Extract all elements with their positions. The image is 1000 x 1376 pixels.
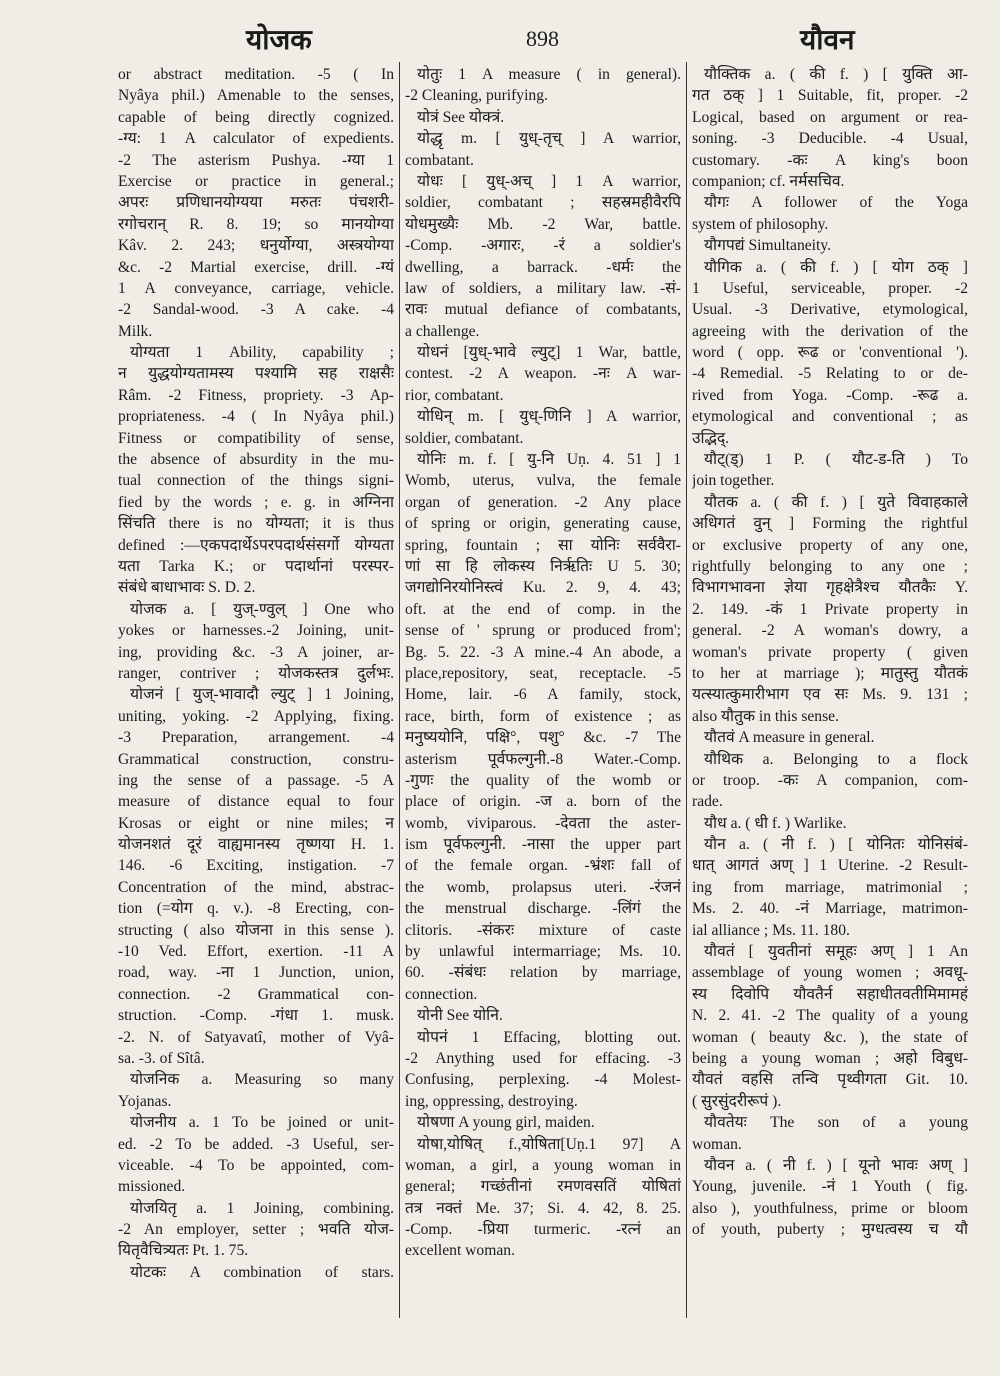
entry-text-line: the menstrual discharge. -लिंगं the xyxy=(405,900,681,918)
entry-text-line: Logical, based on argument or rea- xyxy=(692,108,968,126)
entry-text-line: -4 Remedial. -5 Relating to or de- xyxy=(692,365,968,383)
page-header xyxy=(0,14,1000,58)
entry-text-line: Womb, uterus, vulva, the female xyxy=(405,472,681,490)
entry-text-line: -2 Sandal-wood. -3 A cake. -4 xyxy=(118,301,394,319)
entry-text-line: also ), youthfulness, prime or bloom xyxy=(692,1199,968,1217)
entry-headword-line: यौवतेयः The son of a young xyxy=(704,1114,968,1132)
entry-text-line: spring, fountain ; सा योनिः सर्ववैरा- xyxy=(405,536,681,554)
entry-text-line: Râm. -2 Fitness, propriety. -3 Ap- xyxy=(118,386,394,404)
entry-headword-line: यौट्(ड्) 1 P. ( यौट-ड-ति ) To xyxy=(704,451,968,469)
entry-text-line: सिंचति there is no योग्यता; it is thus xyxy=(118,515,394,533)
entry-headword-line: यौगिक a. ( की f. ) [ योग ठक् ] xyxy=(704,258,968,276)
entry-headword-line: योजनीय a. 1 To be joined or unit- xyxy=(130,1114,394,1132)
entry-text-line: विभागभावना ज्ञेया गृहक्षेत्रैश्च यौतकैः Y. xyxy=(692,579,968,597)
entry-text-line: -Comp. -अगारः, -रं a soldier's xyxy=(405,237,681,255)
entry-text-line: &c. -2 Martial exercise, drill. -ग्यं xyxy=(118,258,394,276)
entry-text-line: ism पूर्वफल्गुनी. -नासा the upper part xyxy=(405,836,681,854)
entry-text-line: measure of distance equal to four xyxy=(118,793,394,811)
entry-text-line: Ms. 2. 40. -नं Marriage, matrimon- xyxy=(692,900,968,918)
entry-text-line: to her at marriage ); मातुस्तु यौतकं xyxy=(692,664,968,682)
entry-text-line: -ग्य: 1 A calculator of expedients. xyxy=(118,130,394,148)
entry-text-line: oft. at the end of comp. in the xyxy=(405,600,681,618)
entry-text-line: word ( opp. रूढ or 'conventional '). xyxy=(692,344,968,362)
entry-headword-line: यौतवं A measure in general. xyxy=(704,729,875,747)
entry-text-line: न युद्धयोग्यतामस्य पश्यामि सह राक्षसैः xyxy=(118,365,394,383)
entry-text-line: -2 An employer, setter ; भवति योज- xyxy=(118,1221,394,1239)
entry-text-line: Milk. xyxy=(118,322,153,340)
entry-text-line: tion (=योग q. v.). -8 Erecting, con- xyxy=(118,900,394,918)
entry-text-line: ial alliance ; Ms. 11. 180. xyxy=(692,921,850,939)
entry-text-line: यौवतं वहसि तन्वि पृथ्वीगता Git. 10. xyxy=(692,1071,968,1089)
entry-text-line: of the female organ. -भ्रंशः fall of xyxy=(405,857,681,875)
column-middle xyxy=(405,64,681,1262)
entry-headword-line: योनी See योनि. xyxy=(417,1007,503,1025)
entry-text-line: companion; cf. नर्मसचिव. xyxy=(692,172,845,190)
entry-text-line: viceable. -4 To be appointed, com- xyxy=(118,1156,394,1174)
entry-headword-line: यौगः A follower of the Yoga xyxy=(704,194,968,212)
entry-text-line: -2 Anything used for effacing. -3 xyxy=(405,1049,681,1067)
entry-text-line: tual connection of the things signi- xyxy=(118,472,394,490)
entry-text-line: -2. N. of Satyavatî, mother of Vyâ- xyxy=(118,1028,394,1046)
entry-text-line: organ of generation. -2 Any place xyxy=(405,493,681,511)
entry-text-line: or troop. -कः A companion, com- xyxy=(692,771,968,789)
entry-text-line: rade. xyxy=(692,793,723,811)
entry-text-line: -Comp. -प्रिया turmeric. -रत्नं an xyxy=(405,1221,681,1239)
column-divider-1 xyxy=(399,62,400,1318)
entry-headword-line: यौवन a. ( नी f. ) [ यूनो भावः अण् ] xyxy=(704,1156,968,1174)
entry-text-line: rior, combatant. xyxy=(405,386,504,404)
entry-text-line: woman, a girl, a young woman in xyxy=(405,1156,681,1174)
entry-headword-line: योधिन् m. [ युध्-णिनि ] A warrior, xyxy=(417,408,681,426)
entry-text-line: soning. -3 Deducible. -4 Usual, xyxy=(692,130,968,148)
entry-text-line: 146. -6 Exciting, instigation. -7 xyxy=(118,857,394,875)
entry-text-line: struction. -Comp. -गंधा 1. musk. xyxy=(118,1007,394,1025)
header-left-word: योजक xyxy=(246,23,312,56)
entry-text-line: etymological and conventional ; as xyxy=(692,408,968,426)
entry-text-line: of spring or origin, generating cause, xyxy=(405,515,681,533)
entry-text-line: assemblage of young women ; अवधू- xyxy=(692,964,968,982)
entry-text-line: Grammatical construction, constru- xyxy=(118,750,394,768)
entry-text-line: rightfully belonging to any one ; xyxy=(692,557,968,575)
entry-text-line: woman ( beauty &c. ), the state of xyxy=(692,1028,968,1046)
entry-text-line: 1 Useful, serviceable, proper. -2 xyxy=(692,279,968,297)
entry-headword-line: योग्यता 1 Ability, capability ; xyxy=(130,344,394,362)
entry-text-line: soldier, combatant. xyxy=(405,429,524,447)
entry-text-line: by unlawful intermarriage; Ms. 10. xyxy=(405,943,681,961)
entry-text-line: Exercise or practice in general.; xyxy=(118,172,394,190)
entry-text-line: अपरः प्रणिधानयोग्यया मरुतः पंचशरी- xyxy=(118,194,394,212)
entry-text-line: जगद्योनिरयोनिस्त्वं Ku. 2. 9, 4. 43; xyxy=(405,579,681,597)
entry-headword-line: यौगपद्यं Simultaneity. xyxy=(704,237,832,255)
entry-headword-line: योषणा A young girl, maiden. xyxy=(417,1114,595,1132)
entry-headword-line: योषा,योषित् f.,योषिता[Uṇ.1 97] A xyxy=(417,1135,681,1153)
entry-text-line: system of philosophy. xyxy=(692,215,829,233)
entry-text-line: general. -2 A woman's dowry, a xyxy=(692,622,968,640)
column-left xyxy=(118,64,394,1283)
entry-text-line: ing, providing &c. -3 A joiner, ar- xyxy=(118,643,394,661)
entry-text-line: place,repository, seat, receptacle. -5 xyxy=(405,664,681,682)
entry-text-line: woman's private property ( given xyxy=(692,643,968,661)
entry-text-line: Bg. 5. 22. -3 A mine.-4 An abode, a xyxy=(405,643,681,661)
entry-text-line: general; गच्छंतीनां रमणवसतिं योषितां xyxy=(405,1178,681,1196)
entry-text-line: the absence of absurdity in the mu- xyxy=(118,451,394,469)
entry-text-line: ing from marriage, matrimonial ; xyxy=(692,878,968,896)
header-right-word: यौवन xyxy=(800,23,855,56)
entry-headword-line: योधः [ युध्-अच् ] 1 A warrior, xyxy=(417,172,681,190)
entry-headword-line: यौवतं [ युवतीनां समूहः अण् ] 1 An xyxy=(704,943,968,961)
entry-text-line: N. 2. 41. -2 The quality of a young xyxy=(692,1007,968,1025)
entry-headword-line: योजयितृ a. 1 Joining, combining. xyxy=(130,1199,394,1217)
entry-text-line: 2. 149. -कं 1 Private property in xyxy=(692,600,968,618)
entry-text-line: रगोचरान् R. 8. 19; so मानयोग्या xyxy=(118,215,394,233)
entry-text-line: योधमुख्यैः Mb. -2 War, battle. xyxy=(405,215,681,233)
entry-headword-line: यौन a. ( नी f. ) [ योनितः योनिसंबं- xyxy=(704,836,968,854)
entry-text-line: connection. xyxy=(405,985,478,1003)
entry-text-line: or exclusive property of any one, xyxy=(692,536,968,554)
entry-headword-line: योतुः 1 A measure ( in general). xyxy=(417,66,681,83)
entry-text-line: asterism पूर्वफल्गुनी.-8 Water.-Comp. xyxy=(405,750,681,768)
entry-text-line: sense of ' sprung or produced from'; xyxy=(405,622,681,640)
entry-text-line: of youth, puberty ; मुग्धत्वस्य च यौ xyxy=(692,1221,968,1239)
entry-text-line: यत्स्यात्कुमारीभाग एव सः Ms. 9. 131 ; xyxy=(692,686,968,704)
entry-text-line: combatant. xyxy=(405,151,474,169)
entry-text-line: 60. -संबंधः relation by marriage, xyxy=(405,964,681,982)
entry-text-line: योजनशतं दूरं वाह्यमानस्य तृष्णया H. 1. xyxy=(118,836,394,854)
column-right xyxy=(692,64,968,1240)
entry-text-line: धात् आगतं अण् ] 1 Uterine. -2 Result- xyxy=(692,857,968,875)
entry-text-line: missioned. xyxy=(118,1178,186,1196)
entry-text-line: the womb, prolapsus uteri. -रंजनं xyxy=(405,878,681,896)
entry-headword-line: योत्रं See योक्त्रं. xyxy=(417,108,505,126)
entry-text-line: race, birth, form of existence ; as xyxy=(405,707,681,725)
entry-text-line: ing the sense of a passage. -5 A xyxy=(118,771,394,789)
entry-text-line: अधिगतं वुन् ] Forming the rightful xyxy=(692,515,968,533)
entry-text-line: join together. xyxy=(692,472,775,490)
entry-text-line: agreeing with the derivation of the xyxy=(692,322,968,340)
entry-headword-line: योधनं [युध्-भावे ल्युट्] 1 War, battle, xyxy=(417,344,681,362)
entry-headword-line: यौतक a. ( की f. ) [ युते विवाहकाले xyxy=(704,493,968,511)
entry-text-line: Krosas or eight or nine miles; न xyxy=(118,814,394,832)
entry-text-line: -गुणः the quality of the womb or xyxy=(405,771,681,789)
entry-text-line: woman. xyxy=(692,1135,742,1153)
column-divider-2 xyxy=(686,62,687,1318)
page-number: 898 xyxy=(526,26,559,51)
entry-text-line: soldier, combatant ; सहस्रमहीवैरपि xyxy=(405,194,681,212)
entry-text-line: उद्भिद्. xyxy=(692,429,730,447)
entry-text-line: place of origin. -ज a. born of the xyxy=(405,793,681,811)
entry-text-line: यितृवैचित्र्यतः Pt. 1. 75. xyxy=(118,1242,249,1260)
entry-text-line: law of soldiers, a military law. -सं- xyxy=(405,279,681,297)
entry-headword-line: योद्धृ m. [ युध्-तृच् ] A warrior, xyxy=(417,130,681,148)
entry-text-line: contest. -2 A weapon. -नः A war- xyxy=(405,365,681,383)
entry-text-line: also यौतुक in this sense. xyxy=(692,707,839,725)
entry-text-line: स्य दिवोपि यौवतैर्न सहाधीतवतीमिमामहं xyxy=(692,985,968,1003)
entry-text-line: customary. -कः A king's boon xyxy=(692,151,968,169)
entry-headword-line: योनिः m. f. [ यु-नि Uṇ. 4. 51 ] 1 xyxy=(417,451,681,469)
entry-headword-line: योजनिक a. Measuring so many xyxy=(130,1071,394,1089)
entry-headword-line: यौक्तिक a. ( की f. ) [ युक्ति आ- xyxy=(704,66,968,83)
entry-text-line: Concentration of the mind, abstrac- xyxy=(118,878,394,896)
entry-text-line: -3 Preparation, arrangement. -4 xyxy=(118,729,394,747)
entry-text-line: road, way. -ना 1 Junction, union, xyxy=(118,964,394,982)
entry-text-line: ranger, contriver ; योजकस्तत्र दुर्लभः. xyxy=(118,664,394,682)
entry-text-line: णां सा हि लोकस्य निर्ऋतिः U 5. 30; xyxy=(405,557,681,575)
entry-headword-line: योजक a. [ युज्-ण्वुल् ] One who xyxy=(130,600,394,618)
entry-text-line: ed. -2 To be added. -3 Useful, ser- xyxy=(118,1135,394,1153)
entry-text-line: -10 Ved. Effort, exertion. -11 A xyxy=(118,943,394,961)
entry-text-line: rived from Yoga. -Comp. -रूढ a. xyxy=(692,386,968,404)
entry-headword-line: यौथिक a. Belonging to a flock xyxy=(704,750,968,768)
entry-text-line: ing, oppressing, destroying. xyxy=(405,1092,578,1110)
entry-text-line: Home, lair. -6 A family, stock, xyxy=(405,686,681,704)
entry-text-line: -2 Cleaning, purifying. xyxy=(405,87,548,105)
entry-text-line: 1 A conveyance, carriage, vehicle. xyxy=(118,279,394,297)
entry-text-line: तत्र नक्तं Me. 37; Si. 4. 42, 8. 25. xyxy=(405,1199,681,1217)
entry-text-line: संबंधे बाधाभावः S. D. 2. xyxy=(118,579,256,597)
entry-text-line: fied by the words ; e. g. in अग्निना xyxy=(118,493,394,511)
entry-text-line: रावः mutual defiance of combatants, xyxy=(405,301,681,319)
entry-text-line: capable of being directly cognized. xyxy=(118,108,394,126)
entry-text-line: Nyâya phil.) Amenable to the senses, xyxy=(118,87,394,105)
entry-text-line: yokes or harnesses.-2 Joining, unit- xyxy=(118,622,394,640)
entry-text-line: defined :—एकपदार्थेऽपरपदार्थसंसर्गो योग्यता xyxy=(118,536,394,554)
entry-text-line: structing ( also योजना in this sense ). xyxy=(118,921,394,939)
entry-text-line: Yojanas. xyxy=(118,1092,172,1110)
entry-text-line: मनुष्ययोनि, पक्षि°, पशु° &c. -7 The xyxy=(405,729,681,747)
entry-text-line: uniting, yoking. -2 Applying, fixing. xyxy=(118,707,394,725)
entry-headword-line: योजनं [ युज्-भावादौ ल्युट् ] 1 Joining, xyxy=(130,686,394,704)
entry-text-line: Young, juvenile. -नं 1 Youth ( fig. xyxy=(692,1178,968,1196)
entry-text-line: or abstract meditation. -5 ( In xyxy=(118,66,394,83)
entry-text-line: a challenge. xyxy=(405,322,480,340)
entry-text-line: गत ठक् ] 1 Suitable, fit, proper. -2 xyxy=(692,87,968,105)
entry-headword-line: यौध a. ( धी f. ) Warlike. xyxy=(704,814,847,832)
entry-text-line: यता Tarka K.; or पदार्थानां परस्पर- xyxy=(118,557,394,575)
entry-text-line: Confusing, perplexing. -4 Molest- xyxy=(405,1071,681,1089)
entry-text-line: propriateness. -4 ( In Nyâya phil.) xyxy=(118,408,394,426)
entry-text-line: Kâv. 2. 243; धनुर्योग्या, अस्त्रयोग्या xyxy=(118,237,394,255)
entry-text-line: excellent woman. xyxy=(405,1242,515,1260)
entry-text-line: sa. -3. of Sîtâ. xyxy=(118,1049,205,1067)
entry-text-line: dwelling, a barrack. -धर्मः the xyxy=(405,258,681,276)
entry-text-line: womb, viviparous. -देवता the aster- xyxy=(405,814,681,832)
entry-text-line: ( सुरसुंदरीरूपं ). xyxy=(692,1092,782,1110)
entry-text-line: Usual. -3 Derivative, etymological, xyxy=(692,301,968,319)
entry-text-line: clitoris. -संकरः mixture of caste xyxy=(405,921,681,939)
entry-text-line: Fitness or compatibility of sense, xyxy=(118,429,394,447)
entry-text-line: -2 The asterism Pushya. -ग्या 1 xyxy=(118,151,394,169)
entry-text-line: being a young woman ; अहो विबुध- xyxy=(692,1049,968,1067)
entry-headword-line: योपनं 1 Effacing, blotting out. xyxy=(417,1028,681,1046)
entry-text-line: connection. -2 Grammatical con- xyxy=(118,985,394,1003)
entry-headword-line: योटकः A combination of stars. xyxy=(130,1263,394,1281)
